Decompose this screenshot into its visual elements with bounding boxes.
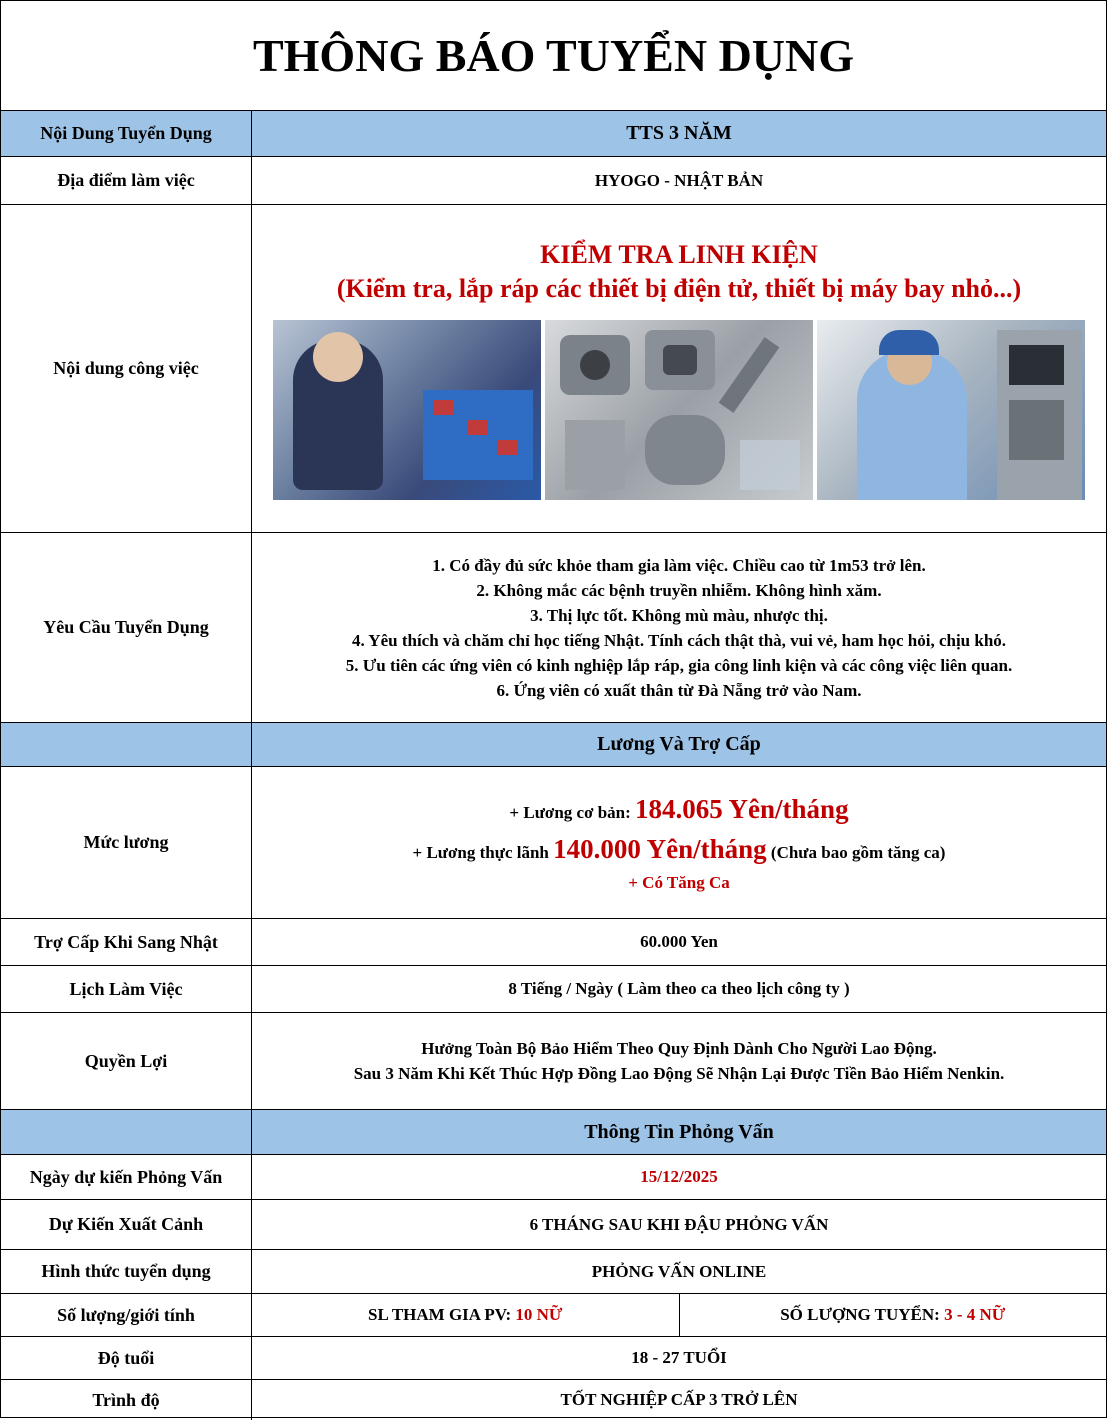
net-salary-value: 140.000 Yên/tháng — [553, 833, 767, 864]
requirement-item: 4. Yêu thích và chăm chỉ học tiếng Nhật. Tính cách thật thà, vui vẻ, ham học hỏi, chịu khó. — [351, 630, 1007, 650]
schedule-value: 8 Tiếng / Ngày ( Làm theo ca theo lịch công ty ) — [508, 979, 850, 998]
job-row — [1, 205, 1106, 533]
quantity-row — [1, 1294, 1106, 1337]
interview-section-row — [1, 1110, 1106, 1155]
worker-inspection-photo — [273, 320, 541, 500]
age-value: 18 - 27 TUỔI — [631, 1348, 727, 1367]
net-salary-prefix: + Lương thực lãnh — [412, 842, 549, 862]
interview-date-row — [1, 1155, 1106, 1200]
job-photos — [273, 320, 1085, 500]
benefits-content — [252, 1013, 1106, 1109]
requirement-item: 3. Thị lực tốt. Không mù màu, nhược thị. — [530, 605, 828, 625]
benefits-label: Quyền Lợi — [1, 1013, 252, 1109]
interview-date-label: Ngày dự kiến Phỏng Vấn — [1, 1155, 252, 1199]
departure-row — [1, 1200, 1106, 1250]
participants-value: 10 NỮ — [515, 1305, 563, 1324]
benefits-row — [1, 1013, 1106, 1110]
salary-row — [1, 767, 1106, 919]
salary-section-heading: Lương Và Trợ Cấp — [252, 723, 1106, 766]
schedule-row — [1, 966, 1106, 1013]
recruit-row — [1, 111, 1106, 157]
page-title: THÔNG BÁO TUYỂN DỤNG — [1, 1, 1106, 111]
age-label: Độ tuổi — [1, 1337, 252, 1379]
benefits-line: Hưởng Toàn Bộ Bảo Hiểm Theo Quy Định Dành Cho Người Lao Động. — [421, 1039, 937, 1058]
salary-section-spacer — [1, 723, 252, 766]
form-row — [1, 1250, 1106, 1294]
departure-value: 6 THÁNG SAU KHI ĐẬU PHỎNG VẤN — [529, 1214, 829, 1234]
requirements-label: Yêu Cầu Tuyển Dụng — [1, 533, 252, 722]
benefits-line: Sau 3 Năm Khi Kết Thúc Hợp Đồng Lao Động Sẽ Nhận Lại Được Tiền Bảo Hiểm Nenkin. — [353, 1064, 1005, 1083]
education-value: TỐT NGHIỆP CẤP 3 TRỞ LÊN — [560, 1390, 798, 1409]
job-content — [252, 205, 1106, 532]
cnc-operator-photo — [817, 320, 1085, 500]
allowance-label: Trợ Cấp Khi Sang Nhật — [1, 919, 252, 965]
requirement-item: 2. Không mắc các bệnh truyền nhiễm. Không hình xăm. — [476, 580, 882, 600]
hiring-count-value: 3 - 4 NỮ — [944, 1305, 1006, 1324]
allowance-value: 60.000 Yen — [640, 932, 718, 951]
recruit-value: TTS 3 NĂM — [252, 111, 1106, 156]
requirements-row — [1, 533, 1106, 723]
quantity-values — [252, 1294, 1106, 1336]
location-value: HYOGO - NHẬT BẢN — [594, 170, 764, 190]
participants-prefix: SL THAM GIA PV: — [368, 1305, 512, 1324]
requirement-item: 6. Ứng viên có xuất thân từ Đà Nẵng trở vào Nam. — [496, 680, 862, 700]
basic-salary-line — [509, 791, 848, 831]
location-label: Địa điểm làm việc — [1, 157, 252, 204]
location-row — [1, 157, 1106, 205]
departure-label: Dự Kiến Xuất Cảnh — [1, 1200, 252, 1249]
interview-section-heading: Thông Tin Phỏng Vấn — [252, 1110, 1106, 1154]
basic-salary-value: 184.065 Yên/tháng — [635, 793, 849, 824]
hiring-count-cell — [679, 1294, 1107, 1336]
job-label: Nội dung công việc — [1, 205, 252, 532]
interview-date-value: 15/12/2025 — [640, 1167, 718, 1186]
recruit-label: Nội Dung Tuyển Dụng — [1, 111, 252, 156]
hiring-count-prefix: SỐ LƯỢNG TUYỂN: — [780, 1305, 940, 1324]
education-row — [1, 1380, 1106, 1420]
schedule-label: Lịch Làm Việc — [1, 966, 252, 1012]
basic-salary-prefix: + Lương cơ bản: — [509, 802, 631, 822]
overtime-note: + Có Tăng Ca — [628, 872, 730, 892]
age-row — [1, 1337, 1106, 1380]
form-value: PHỎNG VẤN ONLINE — [591, 1261, 767, 1281]
job-subtitle: (Kiểm tra, lắp ráp các thiết bị điện tử, thiết bị máy bay nhỏ...) — [336, 273, 1022, 303]
requirements-list — [252, 533, 1106, 722]
participants-cell — [252, 1294, 679, 1336]
salary-section-row — [1, 723, 1106, 767]
job-title: KIỂM TRA LINH KIỆN — [540, 239, 818, 269]
quantity-label: Số lượng/giới tính — [1, 1294, 252, 1336]
education-label: Trình độ — [1, 1380, 252, 1420]
requirement-item: 5. Ưu tiên các ứng viên có kinh nghiệp lắp ráp, gia công linh kiện và các công việc liên quan. — [345, 655, 1013, 675]
interview-section-spacer — [1, 1110, 252, 1154]
net-salary-line — [413, 831, 946, 871]
salary-content — [252, 767, 1106, 918]
net-salary-note: (Chưa bao gồm tăng ca) — [770, 842, 946, 862]
metal-parts-photo — [545, 320, 813, 500]
requirement-item: 1. Có đầy đủ sức khỏe tham gia làm việc. Chiều cao từ 1m53 trở lên. — [432, 555, 926, 575]
allowance-row — [1, 919, 1106, 966]
salary-label: Mức lương — [1, 767, 252, 918]
form-label: Hình thức tuyển dụng — [1, 1250, 252, 1293]
